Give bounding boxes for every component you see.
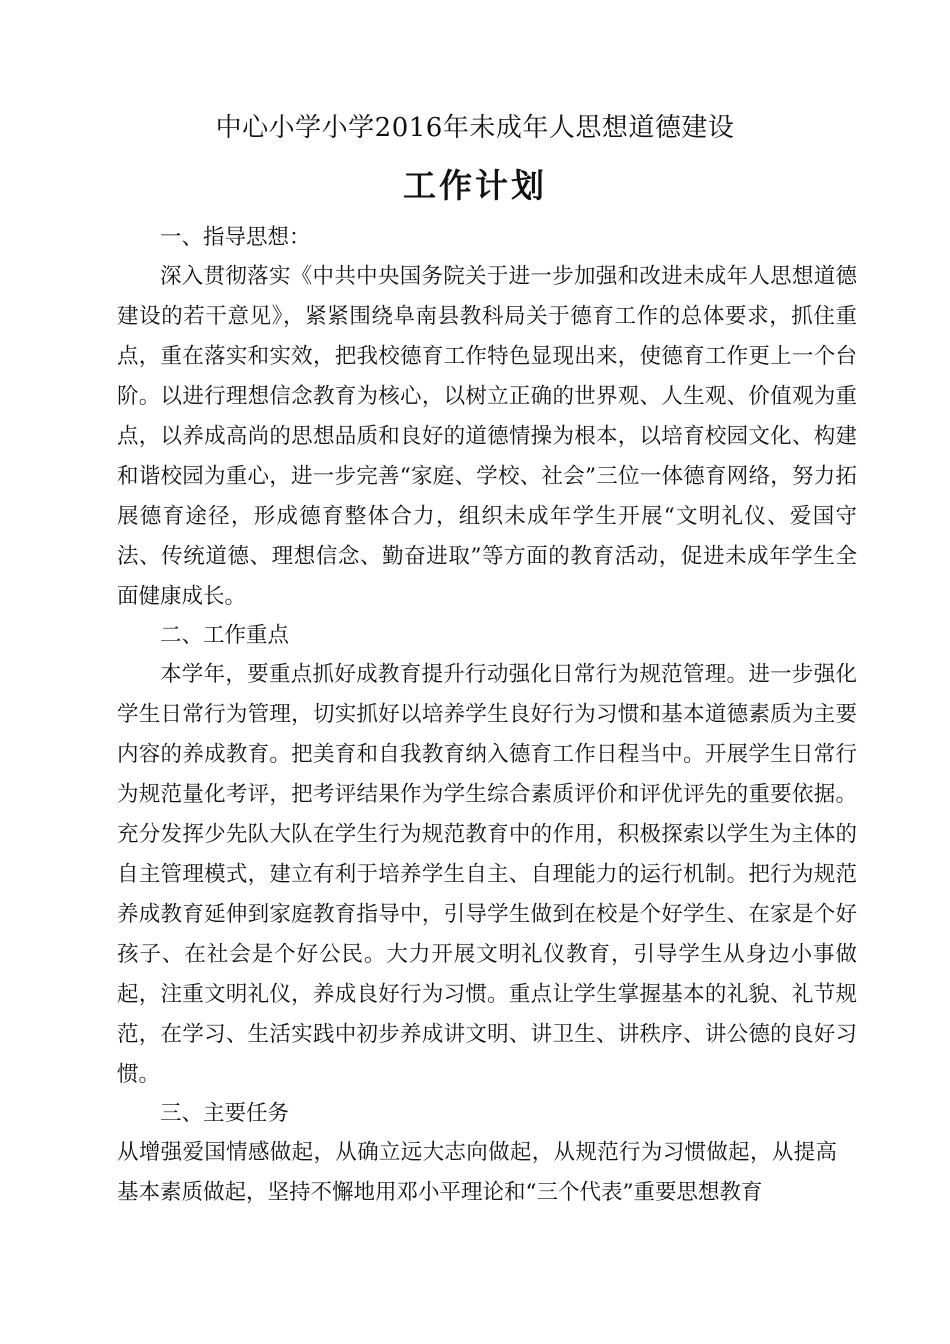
section-paragraph-guiding-thought: 深入贯彻落实《中共中央国务院关于进一步加强和改进未成年人思想道德建设的若干意见》，紧紧围绕阜南县教科局关于德育工作的总体要求，抓住重点，重在落实和实效，把我校德育工作特色显现出来，使德育工作更上一个台阶。以进行理想信念教育为核心，以树立正确的世界观、人生观、价值观为重点，以养成高尚的思想品质和良好的道德情操为根本，以培育校园文化、构建和谐校园为重心，进一步完善“家庭、学校、社会”三位一体德育网络，努力拓展德育途径，形成德育整体合力，组织未成年学生开展“文明礼仪、爱国守法、传统道德、理想信念、勤奋进取”等方面的教育活动，促进未成年学生全面健康成长。 [117, 264, 857, 609]
section-heading-main-tasks: 三、主要任务 [160, 1101, 290, 1126]
section-paragraph-work-focus: 本学年，要重点抓好成教育提升行动强化日常行为规范管理。进一步强化学生日常行为管理，切实抓好以培养学生良好行为习惯和基本道德素质为主要内容的养成教育。把美育和自我教育纳入德育工作日程当中。开展学生日常行为规范量化考评，把考评结果作为学生综合素质评价和评优评先的重要依据。充分发挥少先队大队在学生行为规范教育中的作用，积极探索以学生为主体的自主管理模式，建立有利于培养学生自主、自理能力的运行机制。把行为规范养成教育延伸到家庭教育指导中，引导学生做到在校是个好学生、在家是个好孩子、在社会是个好公民。大力开展文明礼仪教育，引导学生从身边小事做起，注重文明礼仪，养成良好行为习惯。重点让学生掌握基本的礼貌、礼节规范，在学习、生活实践中初步养成讲文明、讲卫生、讲秩序、讲公德的良好习惯。 [117, 662, 857, 1087]
section-heading-guiding-thought: 一、指导思想： [160, 225, 311, 250]
section-paragraph-main-tasks: 从增强爱国情感做起，从确立远大志向做起，从规范行为习惯做起，从提高基本素质做起，坚持不懈地用邓小平理论和“三个代表”重要思想教育 [117, 1140, 837, 1205]
document-title: 中心小学小学2016年未成年人思想道德建设 [215, 113, 735, 143]
document-subtitle: 工作计划 [403, 166, 547, 205]
section-heading-work-focus: 二、工作重点 [160, 623, 290, 648]
